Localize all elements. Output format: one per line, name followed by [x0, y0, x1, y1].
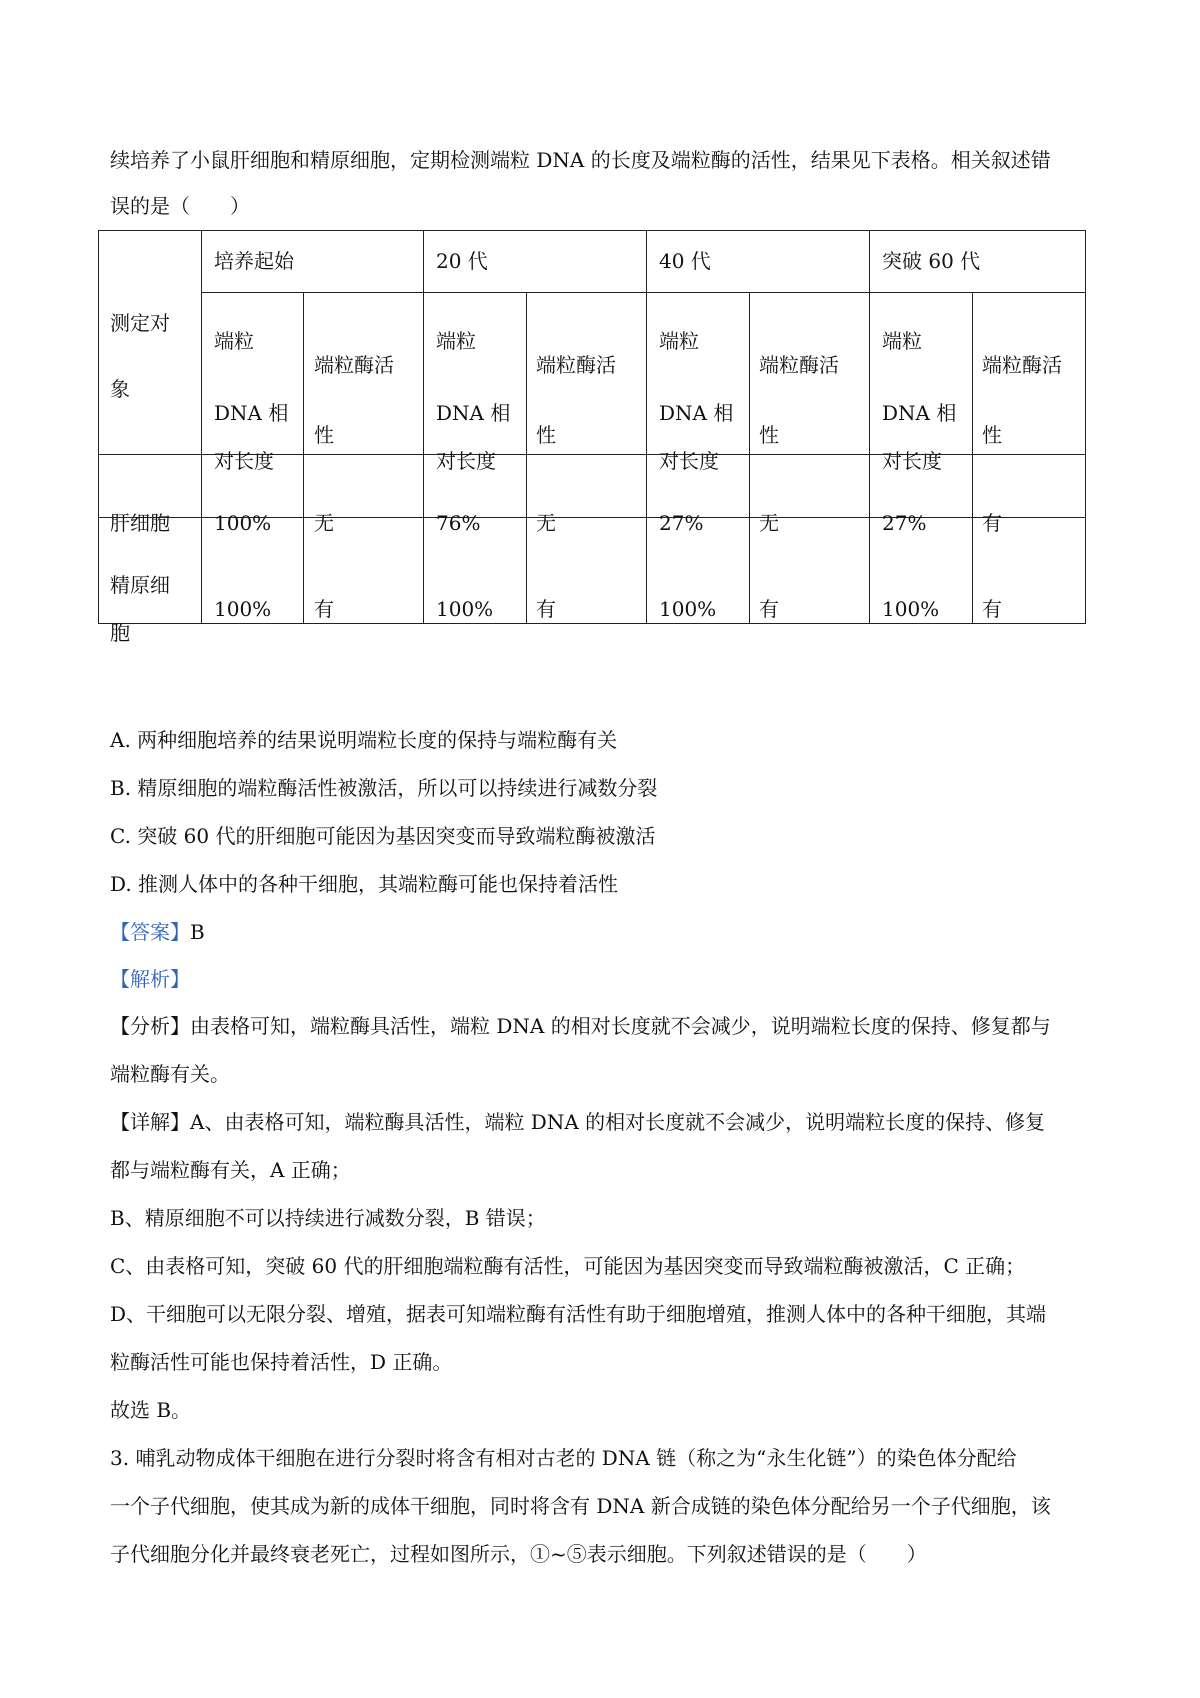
analysis-line: 【分析】由表格可知，端粒酶具活性，端粒 DNA 的相对长度就不会减少，说明端粒长度的保持、修复都与 — [110, 1014, 1051, 1038]
table-cell: 无 — [759, 511, 779, 535]
group-header: 突破 60 代 — [882, 249, 981, 273]
sub-header-activity: 端粒酶活 — [314, 353, 394, 377]
sub-header-activity: 端粒酶活 — [759, 353, 839, 377]
row-label-spermatogonia: 精原细 — [110, 573, 170, 597]
table-cell: 有 — [982, 597, 1002, 621]
option-b: B. 精原细胞的端粒酶活性被激活，所以可以持续进行减数分裂 — [110, 776, 658, 800]
sub-header-length: 端粒 — [659, 329, 699, 353]
intro-line-2: 误的是（ ） — [110, 194, 250, 218]
detail-line: C、由表格可知，突破 60 代的肝细胞端粒酶有活性，可能因为基因突变而导致端粒酶被激活，C 正确； — [110, 1254, 1026, 1278]
table-border-top — [98, 230, 1086, 231]
sub-header-activity: 性 — [314, 423, 334, 447]
sub-header-length: DNA 相 — [214, 401, 289, 425]
group-header: 培养起始 — [214, 249, 294, 273]
table-cell: 有 — [536, 597, 556, 621]
sub-header-length: 对长度 — [436, 449, 496, 473]
corner-header: 象 — [110, 377, 130, 401]
sub-header-activity: 性 — [536, 423, 556, 447]
conclusion-line: 故选 B。 — [110, 1398, 192, 1422]
table-cell: 100% — [659, 597, 717, 621]
table-cell: 100% — [214, 597, 272, 621]
sub-header-length: 端粒 — [436, 329, 476, 353]
sub-header-length: 对长度 — [214, 449, 274, 473]
table-cell: 有 — [982, 511, 1002, 535]
table-column-line — [972, 292, 973, 624]
sub-header-length: 端粒 — [882, 329, 922, 353]
table-cell: 有 — [759, 597, 779, 621]
sub-header-length: DNA 相 — [882, 401, 957, 425]
table-column-line — [646, 230, 647, 624]
sub-header-activity: 性 — [759, 423, 779, 447]
group-header: 40 代 — [659, 249, 711, 273]
sub-header-length: 对长度 — [659, 449, 719, 473]
question-3-line: 3. 哺乳动物成体干细胞在进行分裂时将含有相对古老的 DNA 链（称之为“永生化链”）的染色体分配给 — [110, 1446, 1017, 1470]
table-cell: 无 — [314, 511, 334, 535]
table-cell: 无 — [536, 511, 556, 535]
group-header: 20 代 — [436, 249, 488, 273]
analysis-tag: 【解析】 — [110, 967, 190, 991]
detail-line: D、干细胞可以无限分裂、增殖，据表可知端粒酶有活性有助于细胞增殖，推测人体中的各种干细胞，其端 — [110, 1302, 1047, 1326]
option-c: C. 突破 60 代的肝细胞可能因为基因突变而导致端粒酶被激活 — [110, 824, 656, 848]
sub-header-length: DNA 相 — [436, 401, 511, 425]
corner-header: 测定对 — [110, 311, 170, 335]
row-label-spermatogonia: 胞 — [110, 621, 130, 645]
table-cell: 76% — [436, 511, 481, 535]
question-3-line: 子代细胞分化并最终衰老死亡，过程如图所示，①~⑤表示细胞。下列叙述错误的是（ ） — [110, 1542, 927, 1566]
answer-tag: 【答案】 — [110, 920, 190, 944]
option-d: D. 推测人体中的各种干细胞，其端粒酶可能也保持着活性 — [110, 872, 619, 896]
sub-header-activity: 端粒酶活 — [982, 353, 1062, 377]
sub-header-length: 端粒 — [214, 329, 254, 353]
detail-line: 【详解】A、由表格可知，端粒酶具活性，端粒 DNA 的相对长度就不会减少，说明端粒长度的保持、修复 — [110, 1110, 1046, 1134]
option-a: A. 两种细胞培养的结果说明端粒长度的保持与端粒酶有关 — [110, 728, 618, 752]
row-label-liver: 肝细胞 — [110, 511, 170, 535]
answer-line — [110, 918, 205, 946]
table-border-right — [1085, 230, 1086, 624]
table-cell: 100% — [882, 597, 940, 621]
table-border-left — [98, 230, 99, 624]
table-header-divider — [201, 292, 1086, 293]
detail-line: 都与端粒酶有关，A 正确； — [110, 1158, 351, 1182]
sub-header-activity: 性 — [982, 423, 1002, 447]
table-column-line — [201, 230, 202, 624]
detail-line: B、精原细胞不可以持续进行减数分裂，B 错误； — [110, 1206, 546, 1230]
results-table — [98, 230, 1086, 645]
table-cell: 100% — [214, 511, 272, 535]
table-column-line — [423, 230, 424, 624]
table-cell: 27% — [659, 511, 704, 535]
analysis-line: 端粒酶有关。 — [110, 1062, 230, 1086]
table-column-line — [303, 292, 304, 624]
table-cell: 有 — [314, 597, 334, 621]
sub-header-length: DNA 相 — [659, 401, 734, 425]
table-cell: 27% — [882, 511, 927, 535]
sub-header-activity: 端粒酶活 — [536, 353, 616, 377]
table-column-line — [749, 292, 750, 624]
intro-line-1: 续培养了小鼠肝细胞和精原细胞，定期检测端粒 DNA 的长度及端粒酶的活性，结果见下表格。相关叙述错 — [110, 148, 1051, 172]
detail-line: 粒酶活性可能也保持着活性，D 正确。 — [110, 1350, 453, 1374]
sub-header-length: 对长度 — [882, 449, 942, 473]
answer-value: B — [190, 920, 205, 944]
table-border-bottom — [98, 623, 1086, 624]
table-column-line — [526, 292, 527, 624]
question-3-line: 一个子代细胞，使其成为新的成体干细胞，同时将含有 DNA 新合成链的染色体分配给另一个子代细胞，该 — [110, 1494, 1051, 1518]
table-column-line — [869, 230, 870, 624]
table-cell: 100% — [436, 597, 494, 621]
